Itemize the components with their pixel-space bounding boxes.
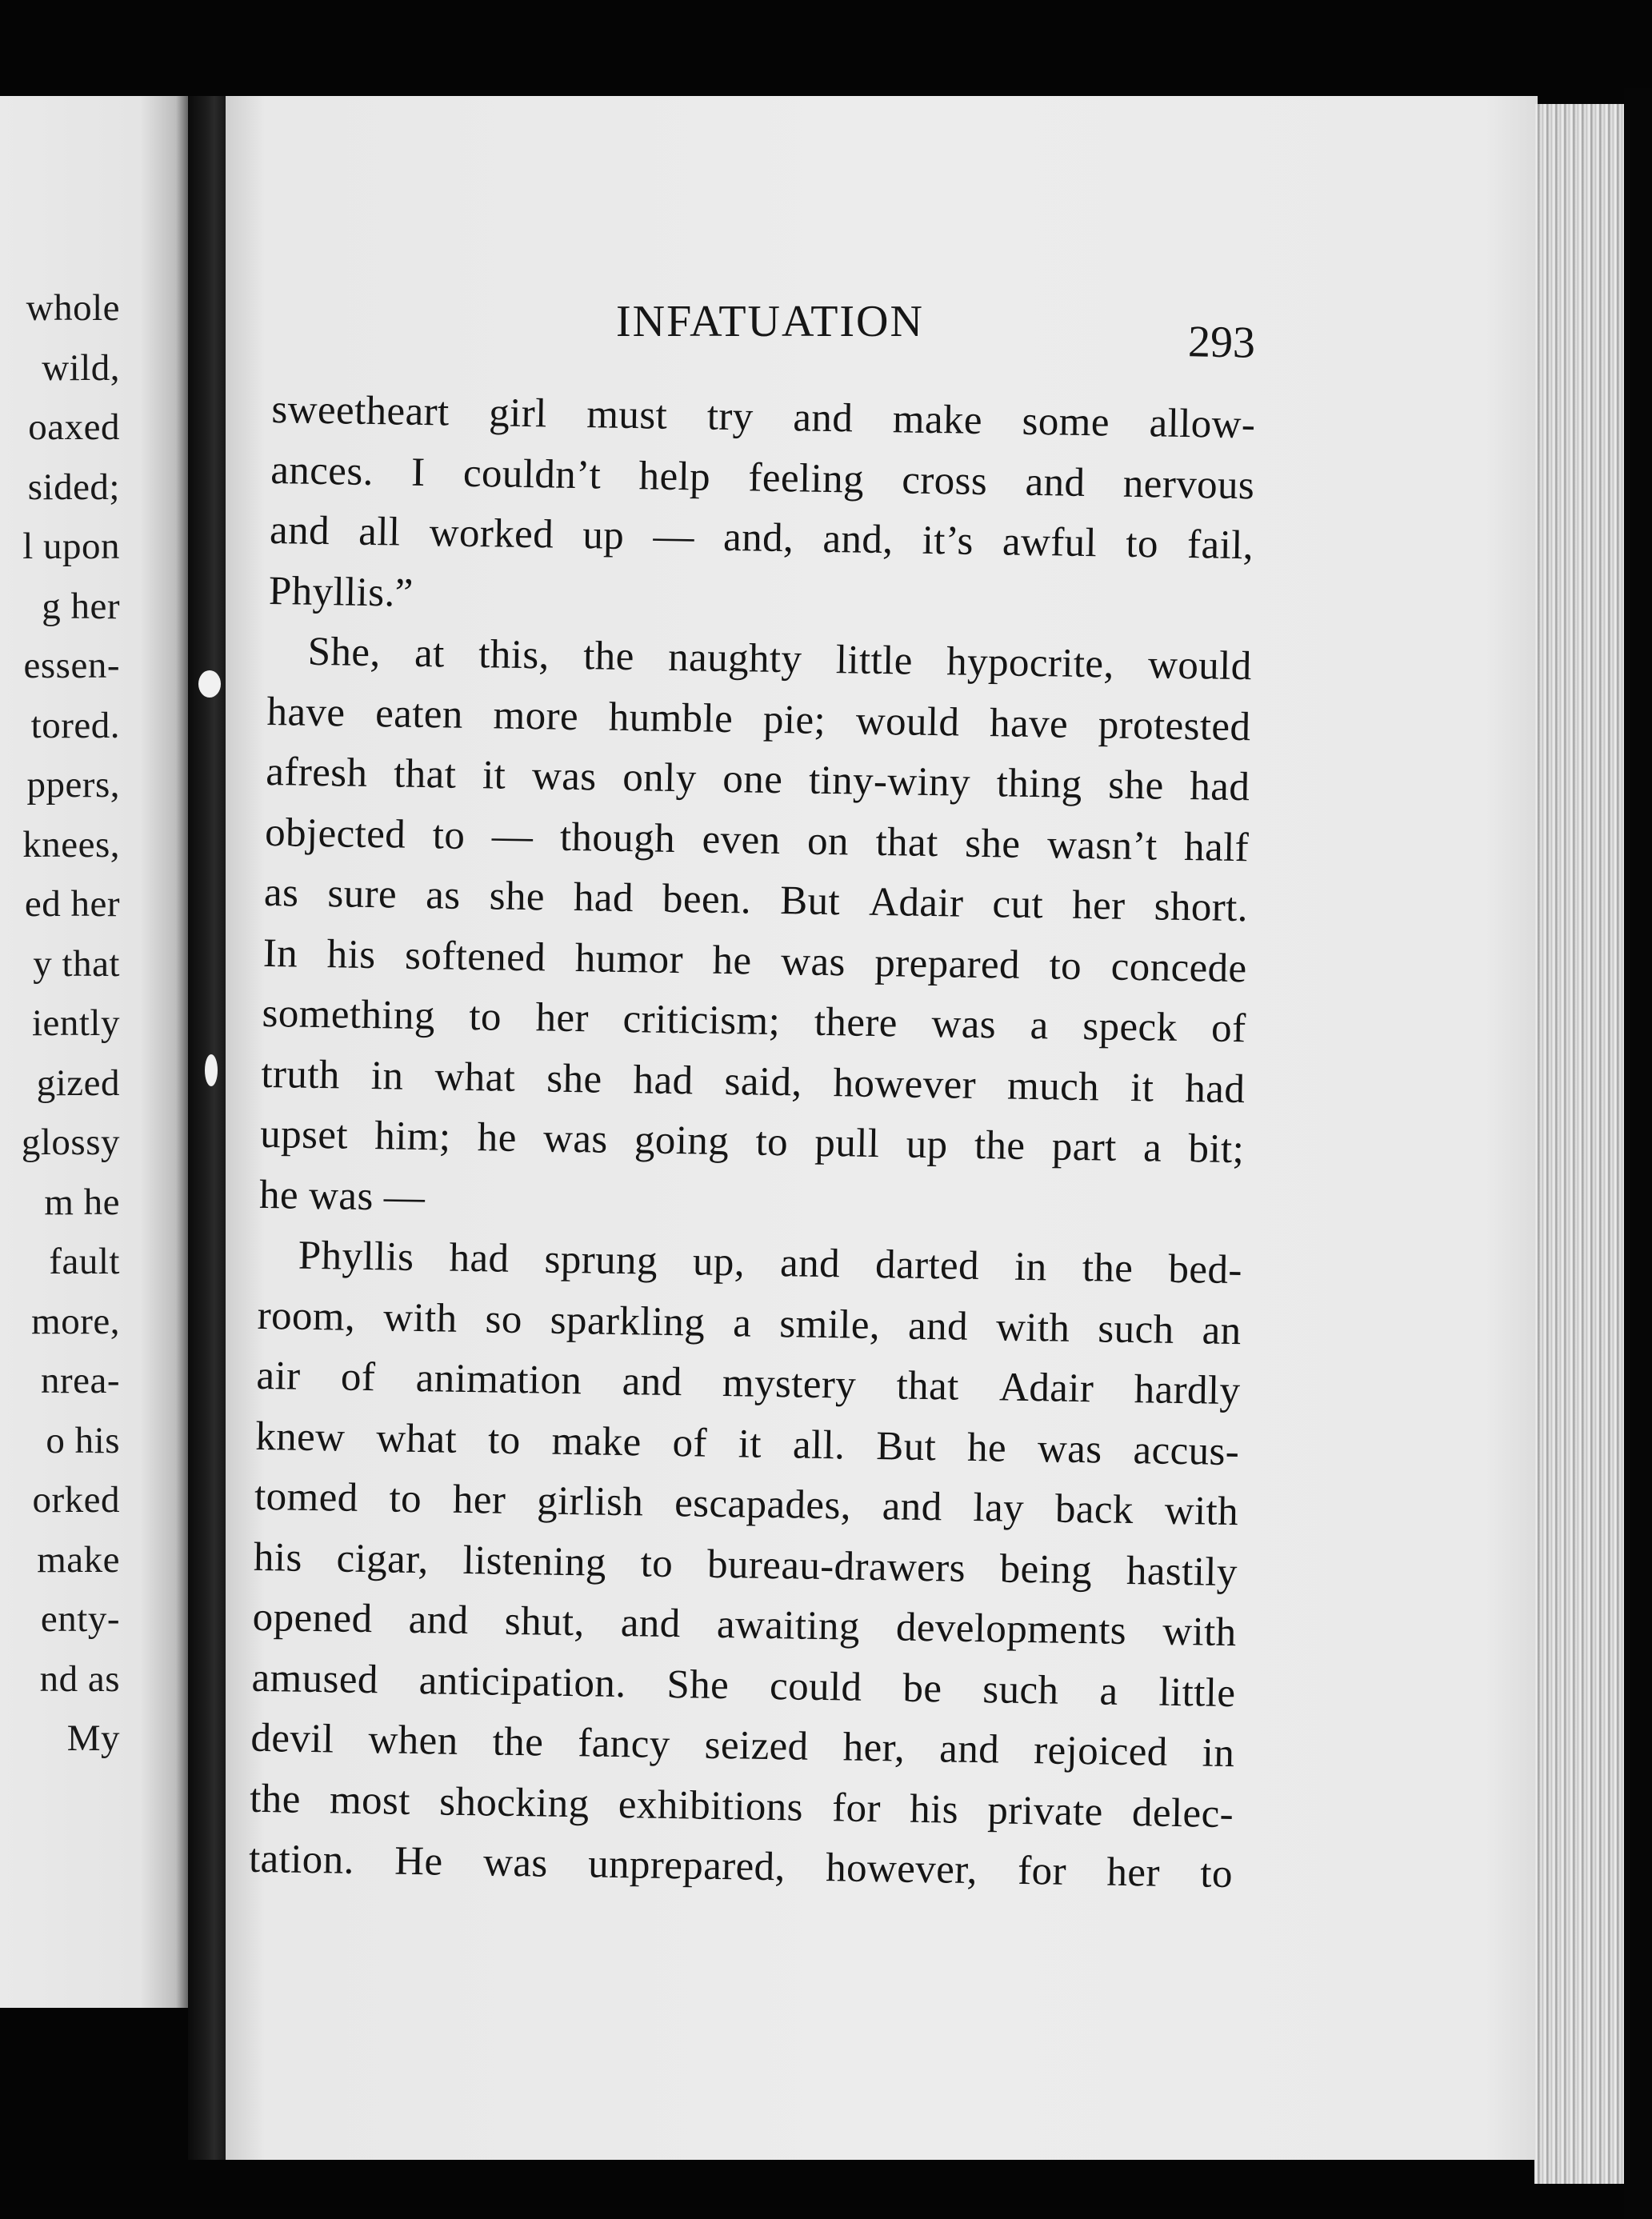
left-page-line: l upon xyxy=(22,526,120,567)
body-line: room, with so sparkling a smile, and with such an xyxy=(257,1293,1242,1353)
body-line: sweetheart girl must try and make some allow- xyxy=(271,386,1256,448)
paper-speck xyxy=(198,670,221,698)
left-page-line: make xyxy=(37,1538,120,1581)
body-line: the most shocking exhibitions for his private delec- xyxy=(249,1776,1234,1837)
left-page-line: gized xyxy=(36,1062,120,1104)
body-line: objected to — though even on that she wasn’t half xyxy=(264,810,1250,870)
left-page-line: iently xyxy=(31,1002,120,1044)
left-page-line: more, xyxy=(31,1300,120,1342)
left-page-line: orked xyxy=(32,1479,120,1521)
body-text xyxy=(248,386,1255,1911)
left-page-line: nrea- xyxy=(40,1360,120,1401)
body-line: something to her criticism; there was a speck of xyxy=(262,990,1246,1052)
paper-speck xyxy=(205,1054,218,1086)
left-page-line: g her xyxy=(42,585,120,627)
page-fore-edge xyxy=(1534,104,1630,2184)
body-line: air of animation and mystery that Adair hardly xyxy=(256,1353,1241,1414)
left-page xyxy=(0,96,200,2008)
left-page-line: essen- xyxy=(23,645,120,686)
left-page-line: enty- xyxy=(40,1598,120,1640)
left-page-line: knees, xyxy=(22,823,120,866)
body-line: have eaten more humble pie; would have protested xyxy=(266,689,1251,750)
body-line: Phyllis.” xyxy=(268,568,414,616)
body-line: tation. He was unprepared, however, for her to xyxy=(248,1836,1234,1897)
body-line: truth in what she had said, however much it had xyxy=(261,1051,1246,1112)
body-line: opened and shut, and awaiting developments with xyxy=(252,1594,1238,1656)
body-line: and all worked up — and, and, it’s awful to fail, xyxy=(269,507,1254,569)
body-line: his cigar, listening to bureau-drawers being hastily xyxy=(253,1534,1238,1595)
left-page-line: ed her xyxy=(24,883,120,925)
left-page-line: whole xyxy=(26,287,120,329)
left-page-line: m he xyxy=(44,1181,120,1223)
left-page-line: fault xyxy=(49,1241,120,1282)
page-number: 293 xyxy=(1187,317,1256,368)
body-line: ances. I couldn’t help feeling cross and nervous xyxy=(270,447,1255,508)
body-line: amused anticipation. She could be such a little xyxy=(251,1655,1236,1716)
body-line: as sure as she had been. But Adair cut her short. xyxy=(263,870,1249,931)
body-line: upset him; he was going to pull up the part a bit; xyxy=(259,1111,1245,1173)
body-line: afresh that it was only one tiny-winy thing she had xyxy=(265,749,1250,810)
left-page-line: oaxed xyxy=(28,406,120,448)
body-line: tomed to her girlish escapades, and lay back with xyxy=(254,1473,1239,1535)
left-page-line: tored. xyxy=(30,704,120,746)
left-page-line: glossy xyxy=(21,1121,120,1163)
running-head: INFATUATION xyxy=(616,297,924,346)
left-page-line: ppers, xyxy=(26,764,120,806)
body-line: She, at this, the naughty little hypocrite, would xyxy=(307,629,1253,690)
fore-edge-shadow xyxy=(1624,88,1652,2219)
body-line: In his softened humor he was prepared to concede xyxy=(262,930,1248,991)
left-page-line: sided; xyxy=(27,466,120,508)
body-line: devil when the fancy seized her, and rejoiced in xyxy=(250,1715,1235,1777)
body-line: Phyllis had sprung up, and darted in the bed- xyxy=(298,1233,1243,1293)
left-page-line: wild, xyxy=(42,346,120,389)
left-page-line: My xyxy=(66,1717,120,1759)
left-page-line: nd as xyxy=(39,1657,120,1700)
left-page-line: o his xyxy=(46,1419,120,1461)
body-line: knew what to make of it all. But he was accus- xyxy=(254,1413,1240,1474)
body-line: he was — xyxy=(258,1172,426,1220)
left-page-line: y that xyxy=(33,942,120,985)
